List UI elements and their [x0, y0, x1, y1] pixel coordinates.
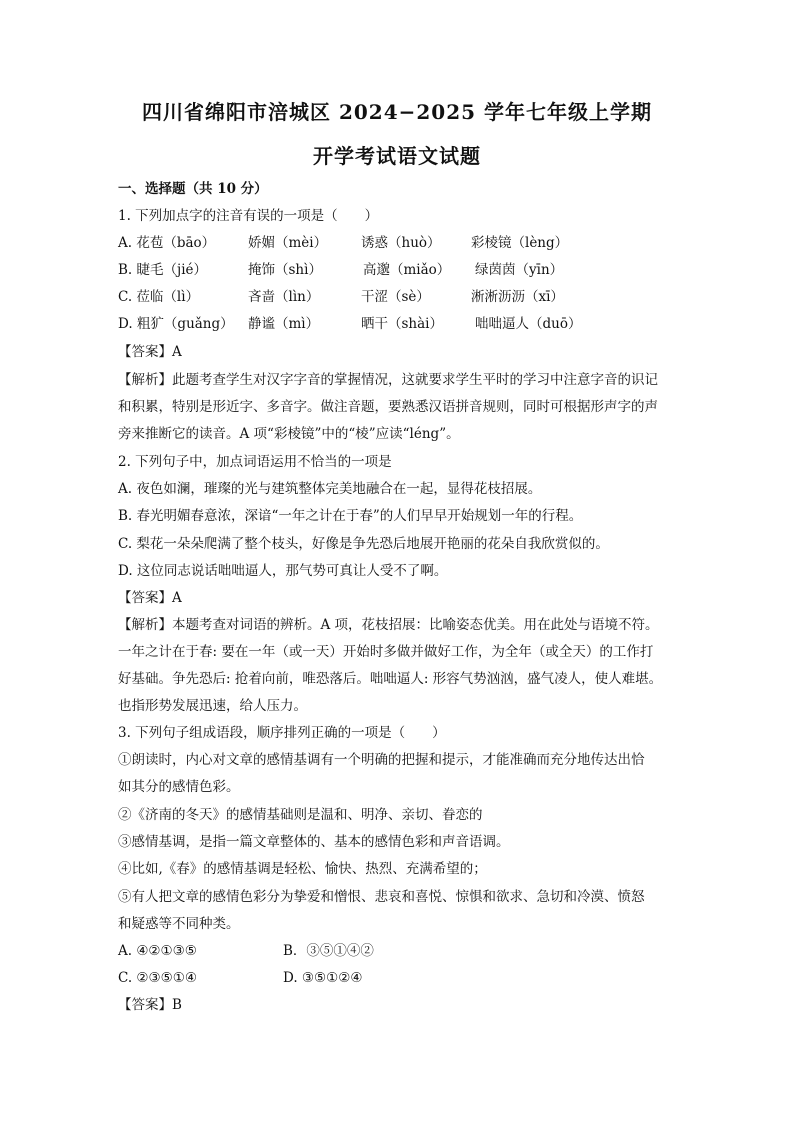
q1-row-a-item: A. 花苞（bāo）	[118, 235, 216, 251]
q2-option: C. 梨花一朵朵爬满了整个枝头，好像是争先恐后地展开艳丽的花朵自我欣赏似的。	[118, 536, 609, 552]
q3-sentence: ①朗读时，内心对文章的感情基调有一个明确的把握和提示，才能准确而充分地传达出恰	[118, 752, 645, 768]
q3-option: A. ④②①③⑤	[118, 943, 197, 959]
q1-analysis-line: 【解析】此题考查学生对汉字字音的掌握情况，这就要求学生平时的学习中注意字音的识记	[118, 372, 658, 388]
q2-analysis-line: 【解析】本题考查对词语的辨析。A 项，花枝招展：比喻姿态优美。用在此处与语境不符。	[118, 617, 659, 633]
q3-option: B．③⑤①④②	[283, 943, 374, 959]
q1-row-b-item: 绿茵茵（yīn）	[475, 262, 564, 278]
q3-stem: 3. 下列句子组成语段，顺序排列正确的一项是（ ）	[118, 725, 446, 741]
q1-row-c-item: 淅淅沥沥（xī）	[471, 289, 564, 305]
q1-row-d-item: 晒干（shài）	[361, 316, 443, 332]
doc-title-line2: 开学考试语文试题	[313, 144, 481, 168]
q2-option: D. 这位同志说话咄咄逼人，那气势可真让人受不了啊。	[118, 563, 448, 579]
q1-row-a-item: 彩棱镜（lèng）	[471, 235, 569, 251]
q3-sentence: ②《济南的冬天》的感情基础则是温和、明净、亲切、眷恋的	[118, 807, 483, 823]
q3-answer: 【答案】B	[118, 997, 182, 1013]
q1-row-b-item: B. 睫毛（jié）	[118, 262, 207, 278]
q2-answer: 【答案】A	[118, 590, 182, 606]
q1-row-b-item: 掩饰（shì）	[248, 262, 322, 278]
q3-option: D. ③⑤①②④	[283, 970, 363, 986]
q1-row-a-item: 诱惑（huò）	[361, 235, 441, 251]
q3-option: C. ②③⑤①④	[118, 970, 197, 986]
q3-sentence: 和疑惑等不同种类。	[118, 916, 240, 932]
q2-analysis-line: 一年之计在于春: 要在一年（或一天）开始时多做并做好工作，为全年（或全天）的工作打	[118, 644, 654, 660]
section-heading: 一、选择题（共 10 分）	[118, 181, 268, 197]
q1-row-a-item: 娇媚（mèi）	[248, 235, 328, 251]
q1-row-d-item: D. 粗犷（guǎng）	[118, 316, 234, 332]
q3-sentence: ④比如,《春》的感情基调是轻松、愉快、热烈、充满希望的；	[118, 861, 487, 877]
q1-row-d-item: 咄咄逼人（duō）	[475, 316, 582, 332]
q1-row-c-item: C. 莅临（lì）	[118, 289, 200, 305]
q2-option: A. 夜色如澜，璀璨的光与建筑整体完美地融合在一起，显得花枝招展。	[118, 481, 542, 497]
q2-stem: 2. 下列句子中，加点词语运用不恰当的一项是	[118, 454, 392, 470]
q1-answer: 【答案】A	[118, 344, 182, 360]
q1-row-c-item: 干涩（sè）	[361, 289, 430, 305]
q3-sentence: ③感情基调，是指一篇文章整体的、基本的感情色彩和声音语调。	[118, 834, 510, 850]
q2-analysis-line: 也指形势发展迅速，给人压力。	[118, 698, 307, 714]
q1-analysis-line: 和积累，特别是形近字、多音字。做注音题，要熟悉汉语拼音规则，同时可根据形声字的声	[118, 399, 658, 415]
doc-title-line1: 四川省绵阳市涪城区 2024−2025 学年七年级上学期	[141, 100, 652, 124]
q1-row-c-item: 吝啬（lìn）	[248, 289, 320, 305]
q1-row-b-item: 高邈（miǎo）	[363, 262, 451, 278]
q2-analysis-line: 好基础。争先恐后: 抢着向前，唯恐落后。咄咄逼人: 形容气势汹汹，盛气凌人，使人难堪。	[118, 671, 663, 687]
q3-sentence: ⑤有人把文章的感情色彩分为挚爱和憎恨、悲哀和喜悦、惊惧和欲求、急切和冷漠、愤怒	[118, 889, 645, 905]
q3-sentence: 如其分的感情色彩。	[118, 779, 240, 795]
q1-row-d-item: 静谧（mì）	[248, 316, 320, 332]
q1-stem: 1. 下列加点字的注音有误的一项是（ ）	[118, 208, 379, 224]
q1-analysis-line: 旁来推断它的读音。A 项“彩棱镜”中的“棱”应读“léng”。	[118, 426, 460, 442]
q2-option: B. 春光明媚春意浓，深谙“一年之计在于春”的人们早早开始规划一年的行程。	[118, 508, 583, 524]
